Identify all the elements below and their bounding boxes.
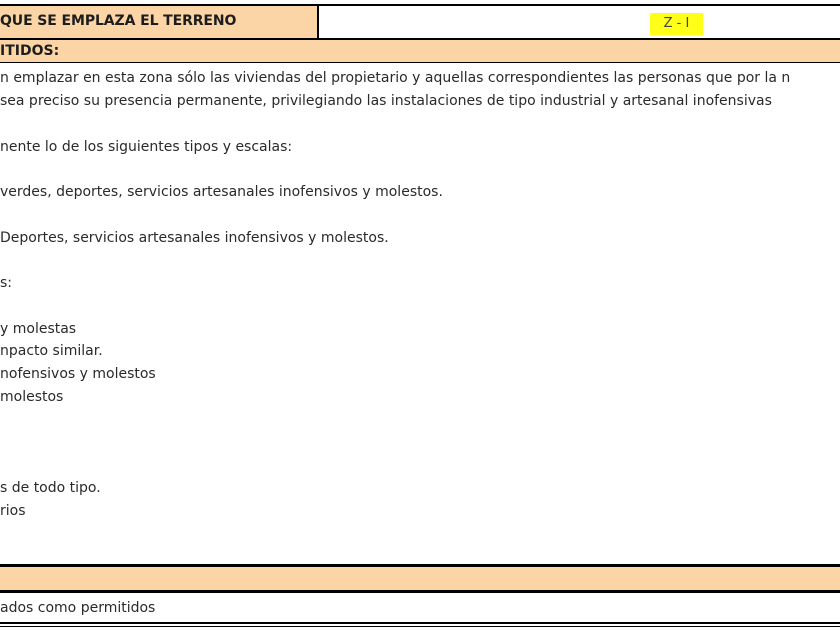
section-title: ITIDOS: [0, 43, 60, 59]
text-line: s: [0, 275, 13, 291]
bottom-border-thin [0, 626, 840, 627]
section-border [0, 62, 840, 63]
text-line: nente lo de los siguientes tipos y escalas: [0, 139, 293, 155]
zone-code-cell[interactable]: Z - I [650, 13, 703, 35]
header-label: QUE SE EMPLAZA EL TERRENO [0, 13, 237, 29]
section-header-band [0, 40, 840, 62]
bottom-border [0, 622, 840, 624]
text-line: sea preciso su presencia permanente, privilegiando las instalaciones de tipo industrial y artesanal inofensivas [0, 93, 772, 109]
text-line: nofensivos y molestos [0, 366, 156, 382]
text-line: y molestas [0, 321, 77, 337]
empty-header-band [0, 567, 840, 590]
text-line: verdes, deportes, servicios artesanales inofensivos y molestos. [0, 184, 443, 200]
text-line: molestos [0, 389, 64, 405]
bottom-text-line: ados como permitidos [0, 600, 156, 616]
text-line: npacto similar. [0, 343, 103, 359]
text-line: n emplazar en esta zona sólo las viviendas del propietario y aquellas correspondientes las personas que por la n [0, 70, 791, 86]
header-value-cell[interactable] [321, 6, 840, 38]
text-line: Deportes, servicios artesanales inofensivos y molestos. [0, 230, 389, 246]
section-divider-bottom [0, 590, 840, 593]
text-line: rios [0, 503, 26, 519]
text-line: s de todo tipo. [0, 480, 101, 496]
